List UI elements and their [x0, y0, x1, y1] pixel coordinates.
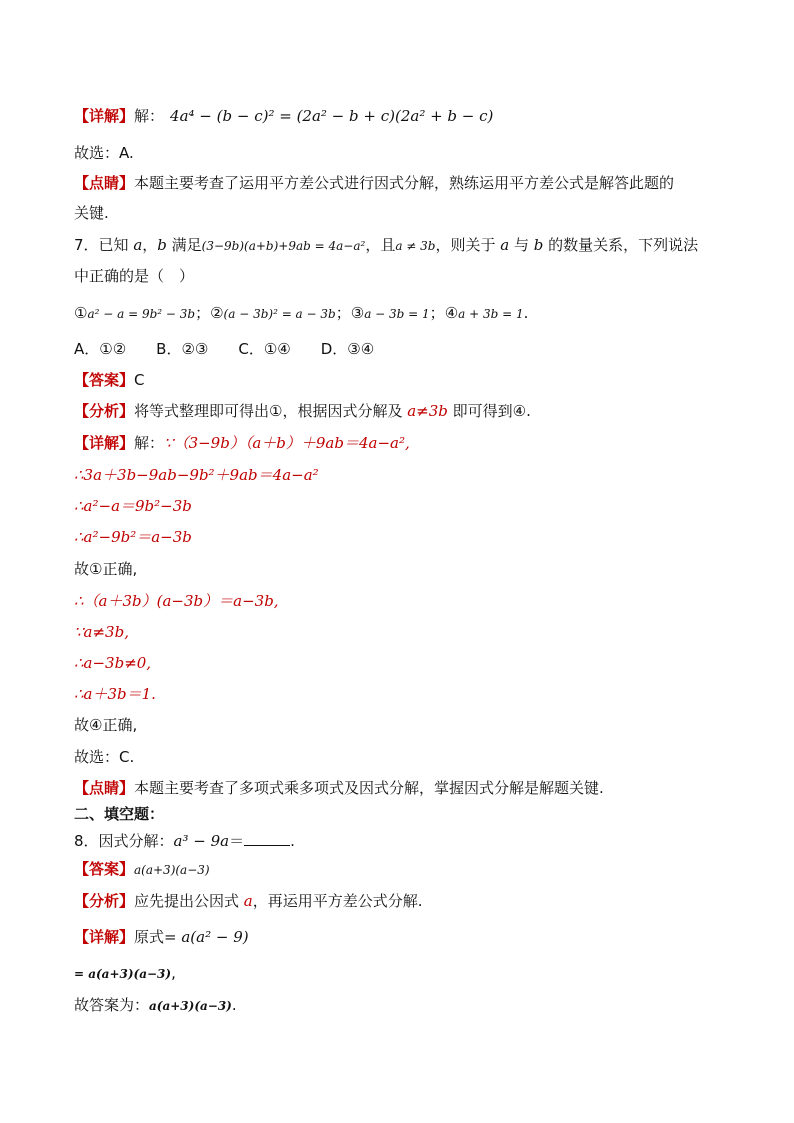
text: 7．已知: [74, 236, 134, 254]
answer-tag: 【答案】: [74, 371, 135, 389]
step-conclusion: 故①正确,: [74, 560, 138, 578]
question-7: [74, 234, 698, 257]
formula: (3−9b)(a+b)+9ab = 4a−a²: [201, 239, 366, 253]
step: ∴a²−a＝9b²−3b: [74, 497, 192, 515]
answer-choice-7: 故选：C.: [74, 748, 135, 766]
comment-tag: 【点睛】: [74, 174, 135, 192]
text: 将等式整理即可得出①，根据因式分解及: [134, 402, 408, 420]
question-7-cont: 中正确的是（ ）: [74, 267, 195, 285]
statement-4: a + 3b = 1: [458, 307, 524, 321]
analysis-tag: 【分析】: [74, 892, 135, 910]
text: 与: [509, 236, 534, 254]
statement-2: (a − 3b)² = a − 3b: [223, 307, 336, 321]
final-answer-8: [74, 994, 237, 1017]
text: ，: [142, 236, 158, 254]
analysis-tag: 【分析】: [74, 402, 135, 420]
sep: ；: [429, 304, 445, 322]
question-8: [74, 830, 295, 852]
formula: = a(a+3)(a−3): [74, 967, 172, 981]
var: a: [500, 236, 510, 254]
answer-value: C: [134, 371, 145, 389]
comment-tag: 【点睛】: [74, 779, 135, 797]
comment-6: [74, 172, 674, 194]
formula: a(a+3)(a−3): [149, 999, 232, 1013]
text: 本题主要考查了运用平方差公式进行因式分解，熟练运用平方差公式是解答此题的: [134, 174, 675, 192]
step-conclusion: 故④正确,: [74, 716, 138, 734]
solution-detail-7: [74, 432, 410, 454]
text: 应先提出公因式: [134, 892, 244, 910]
text: ，且: [365, 236, 396, 254]
solution-detail-6: [74, 105, 493, 127]
analysis-7: [74, 400, 531, 422]
detail-tag: 【详解】: [74, 107, 135, 125]
step: ∴a−3b≠0,: [74, 654, 152, 672]
text: .: [231, 996, 237, 1014]
step: ∴a＋3b＝1.: [74, 685, 156, 703]
step: ∴a²−9b²＝a−3b: [74, 528, 192, 546]
answer-choice-6: 故选：A.: [74, 144, 134, 162]
text: ,: [171, 964, 176, 982]
text: .: [290, 832, 295, 850]
sep: ；: [335, 304, 351, 322]
detail-tag: 【详解】: [74, 928, 135, 946]
answer-value: a(a+3)(a−3): [134, 863, 210, 877]
marker: ③: [350, 304, 365, 322]
sep: .: [523, 304, 529, 322]
text: 解：: [134, 434, 165, 452]
text: 满足: [166, 236, 202, 254]
text: ，再运用平方差公式分解.: [252, 892, 423, 910]
comment-6-cont: 关键.: [74, 204, 109, 222]
marker: ②: [210, 304, 224, 322]
answer-tag: 【答案】: [74, 860, 135, 878]
condition: a ≠ 3b: [395, 239, 436, 253]
formula: 4a⁴ − (b − c)² = (2a² − b + c)(2a² + b − c): [170, 107, 494, 125]
answer-7: [74, 369, 145, 391]
section-heading: 二、填空题：: [74, 805, 165, 823]
text: ＝: [229, 832, 245, 850]
text: 解：: [134, 107, 165, 125]
text: 原式: [134, 928, 165, 946]
marker: ④: [444, 304, 459, 322]
sep: ；: [195, 304, 211, 322]
text: ，则关于: [435, 236, 501, 254]
step: ∴（a＋3b）(a−3b）＝a−3b,: [74, 592, 279, 610]
var: a: [133, 236, 143, 254]
solution-detail-8: [74, 926, 249, 948]
answer-blank: [244, 831, 290, 846]
step: ∴3a＋3b−9ab−9b²＋9ab＝4a−a²: [74, 466, 319, 484]
text: 故答案为：: [74, 996, 150, 1014]
question-7-options: A．①② B．②③ C．①④ D．③④: [74, 340, 375, 358]
text: 本题主要考查了多项式乘多项式及因式分解，掌握因式分解是解题关键.: [134, 779, 604, 797]
question-7-statements: [74, 302, 528, 325]
var: b: [157, 236, 167, 254]
var: b: [533, 236, 544, 254]
text: 即可得到④.: [447, 402, 531, 420]
step: ∵a≠3b,: [74, 623, 129, 641]
answer-8: [74, 858, 210, 881]
formula: a³ − 9a: [173, 832, 230, 850]
comment-7: [74, 777, 604, 799]
formula: = a(a² − 9): [164, 928, 249, 946]
var: a: [243, 892, 253, 910]
formula: ∵（3−9b）（a＋b）＋9ab＝4a−a²,: [164, 434, 410, 452]
statement-3: a − 3b = 1: [364, 307, 430, 321]
text: 8．因式分解：: [74, 832, 174, 850]
text: 的数量关系，下列说法: [543, 236, 699, 254]
statement-1: a² − a = 9b² − 3b: [87, 307, 196, 321]
analysis-8: [74, 890, 423, 912]
condition: a≠3b: [407, 402, 448, 420]
marker: ①: [74, 304, 88, 322]
detail-tag: 【详解】: [74, 434, 135, 452]
step: [74, 962, 176, 985]
